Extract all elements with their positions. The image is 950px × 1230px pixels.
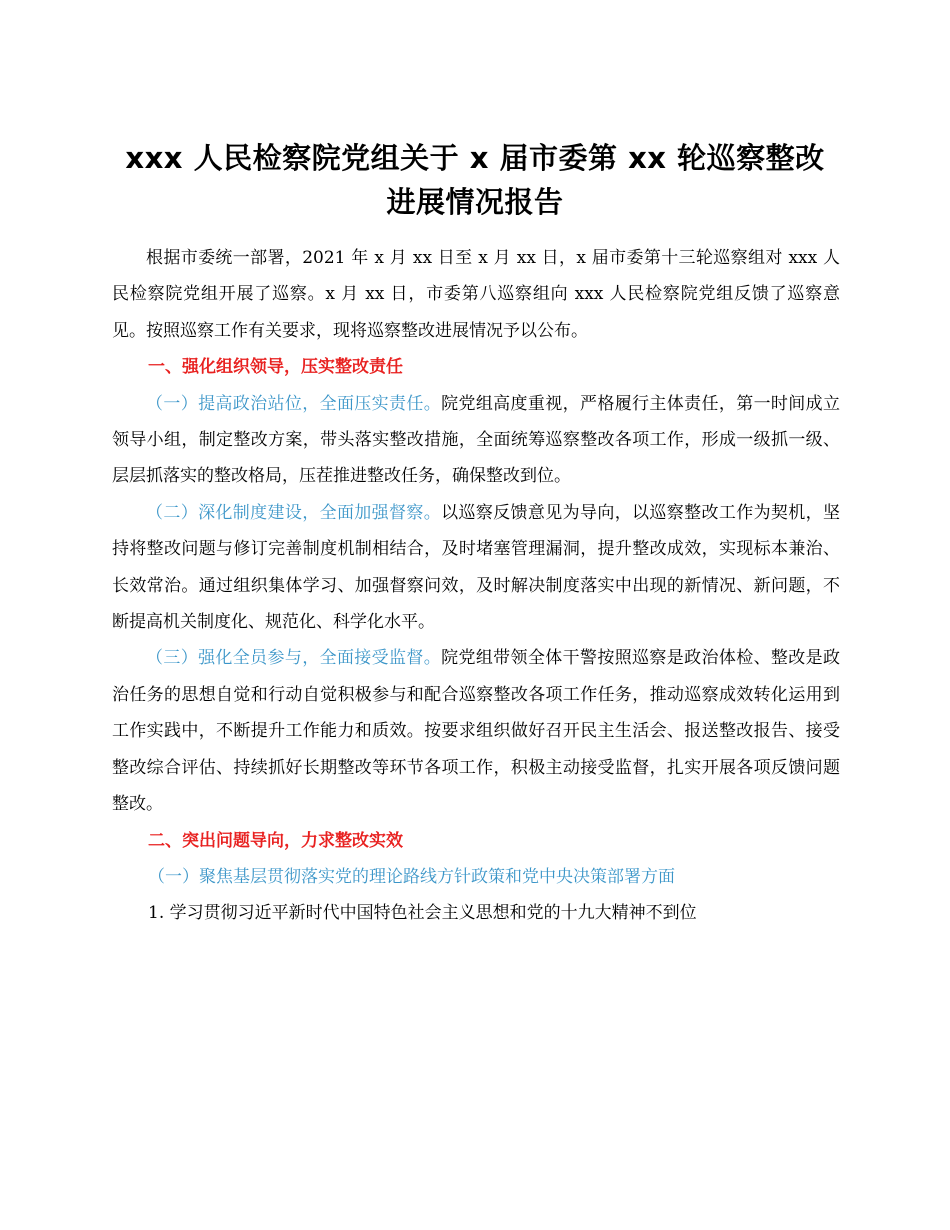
section-1-paragraph-3 (112, 640, 840, 822)
section-1-text-3: 院党组带领全体干警按照巡察是政治体检、整改是政治任务的思想自觉和行动自觉积极参与和配合巡察整改各项工作任务，推动巡察成效转化运用到工作实践中，不断提升工作能力和质效。按要求组织做好召开民主生活会、报送整改报告、接受整改综合评估、持续抓好长期整改等环节各项工作，积极主动接受监督，扎实开展各项反馈问题整改。 (112, 648, 841, 815)
section-1-paragraph-2 (112, 495, 840, 641)
section-2-heading: 二、突出问题导向，力求整改实效 (148, 830, 403, 851)
section-1-subheading-1: （一）提高政治站位，全面压实责任。 (146, 393, 442, 414)
section-1-text-2: 以巡察反馈意见为导向，以巡察整改工作为契机，坚持将整改问题与修订完善制度机制相结合，及时堵塞管理漏洞，提升整改成效，实现标本兼治、长效常治。通过组织集体学习、加强督察问效，及时解决制度落实中出现的新情况、新问题，不断提高机关制度化、规范化、科学化水平。 (112, 502, 841, 633)
section-1-heading: 一、强化组织领导，压实整改责任 (148, 357, 403, 378)
section-1-subheading-3: （三）强化全员参与，全面接受监督。 (146, 648, 442, 669)
section-1-text-1: 院党组高度重视，严格履行主体责任，第一时间成立领导小组，制定整改方案，带头落实整改措施，全面统筹巡察整改各项工作，形成一级抓一级、层层抓落实的整改格局，压茬推进整改任务，确保整改到位。 (112, 393, 841, 487)
intro-paragraph: 根据市委统一部署，2021 年 x 月 xx 日至 x 月 xx 日，x 届市委第十三轮巡察组对 xxx 人民检察院党组开展了巡察。x 月 xx 日，市委第八巡察组向 xxx 人民检察院党组反馈了巡察意见。按照巡察工作有关要求，现将巡察整改进展情况予以公布。 (112, 248, 840, 341)
section-1-subheading-2: （二）深化制度建设，全面加强督察。 (146, 502, 442, 523)
section-1-paragraph-1 (112, 386, 840, 495)
document-title-line-1: xxx 人民检察院党组关于 x 届市委第 xx 轮巡察整改 (125, 141, 825, 175)
section-2-subheading-1: （一）聚焦基层贯彻落实党的理论路线方针政策和党中央决策部署方面 (148, 866, 675, 887)
document-title-line-2: 进展情况报告 (386, 185, 564, 219)
document-body (112, 240, 840, 932)
section-2-item-1: 1. 学习贯彻习近平新时代中国特色社会主义思想和党的十九大精神不到位 (148, 903, 697, 924)
